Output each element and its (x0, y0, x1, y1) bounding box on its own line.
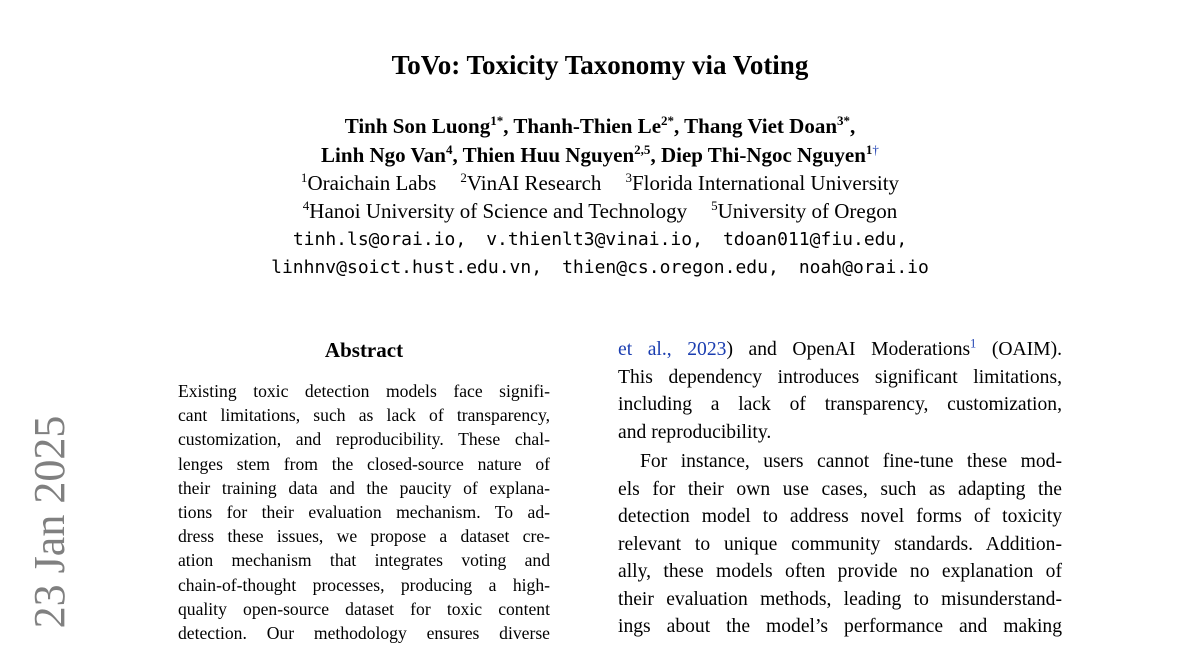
email-line-2 (0, 254, 1200, 282)
arxiv-date-stamp: 23 Jan 2025 (25, 415, 74, 629)
corresponding-author-mark: † (872, 142, 879, 158)
email-address: thien@cs.oregon.edu, (562, 257, 779, 278)
citation-link[interactable]: et al., 2023 (618, 339, 727, 360)
abstract-body (178, 379, 550, 645)
body-line: ings about the model’s performance and making (618, 616, 1062, 637)
affiliation-name: Oraichain Labs (307, 171, 437, 195)
abstract-line: detection. Our methodology ensures diverse (178, 623, 550, 644)
body-line: detection model to address novel forms of toxicity (618, 506, 1062, 527)
author-name: Linh Ngo Van (321, 143, 446, 167)
abstract-line: Existing toxic detection models face signifi- (178, 381, 550, 401)
author-name: Diep Thi-Ngoc Nguyen (660, 143, 866, 167)
abstract-line: chain-of-thought processes, producing a high- (178, 574, 550, 595)
email-address: tinh.ls@orai.io, (292, 229, 467, 250)
email-address: noah@orai.io (798, 257, 929, 278)
author-affiliation-mark: 2* (661, 113, 675, 129)
body-line: their evaluation methods, leading to misunderstand- (618, 588, 1062, 610)
body-text-fragment: ) and OpenAI Moderations (726, 339, 971, 360)
body-line (618, 336, 1062, 364)
footnote-mark[interactable]: 1 (970, 336, 977, 351)
affiliation-number: 1 (300, 170, 308, 186)
abstract-heading: Abstract (324, 338, 404, 362)
body-line: ally, these models often provide no explanation of (618, 561, 1062, 582)
abstract-line: ation mechanism that integrates voting and (178, 550, 550, 571)
author-affiliation-mark: 3* (837, 113, 851, 129)
author-name: Thien Huu Nguyen (462, 143, 635, 167)
affiliation-line-1 (0, 169, 1200, 197)
email-line-1 (0, 226, 1200, 254)
body-line: This dependency introduces significant limitations, (618, 366, 1062, 388)
author-affiliation-mark: 4 (445, 142, 453, 158)
body-text-fragment: (OAIM). (976, 339, 1063, 360)
affiliation-line-2 (0, 197, 1200, 225)
author-name: Thanh-Thien Le (513, 114, 662, 138)
email-address: tdoan011@fiu.edu, (722, 229, 908, 250)
author-affiliation-mark: 1* (490, 113, 504, 129)
author-name: Tinh Son Luong (344, 114, 491, 138)
email-address: v.thienlt3@vinai.io, (486, 229, 703, 250)
author-name: Thang Viet Doan (684, 114, 838, 138)
affiliation-name: Hanoi University of Science and Technology (309, 199, 688, 223)
body-text-column (618, 336, 1062, 641)
author-affiliation-mark: 2,5 (634, 142, 651, 158)
abstract-line: tions for their evaluation mechanism. To ad- (178, 502, 550, 523)
abstract-line: lenges stem from the closed-source nature of (178, 453, 550, 474)
abstract-line: their training data and the paucity of explana- (178, 477, 550, 498)
abstract-line: quality open-source dataset for toxic content (178, 598, 550, 619)
affiliation-number: 2 (460, 170, 467, 186)
abstract-line: dress these issues, we propose a dataset cre- (178, 526, 550, 547)
author-line-1: Tinh Son Luong$^{1*}$, Thanh-Thien $Le^{2*}$, Thang Viet Doan$^{3*}$, (344, 113, 856, 138)
abstract-line: customization, and reproducibility. These chal- (178, 429, 550, 450)
author-affiliation-mark: 1 (865, 142, 873, 158)
affiliation-name: VinAI Research (466, 171, 602, 195)
author-line-2: Linh Ngo Van$^4$, Thien Huu Nguyen$^{2,5}$, Diep Thi-Ngoc Nguyen$^{1\dagger}$ (321, 142, 879, 167)
affiliation-number: 4 (302, 198, 310, 214)
affiliation-number: 5 (711, 198, 718, 214)
abstract-line: cant limitations, such as lack of transparency, (178, 405, 550, 426)
paper-title: ToVo: Toxicity Taxonomy via Voting (391, 50, 809, 80)
affiliation-name: University of Oregon (717, 199, 898, 223)
body-line: relevant to unique community standards. Addition- (618, 533, 1062, 555)
email-address: linhnv@soict.hust.edu.vn, (271, 257, 543, 278)
body-line: and reproducibility. (618, 421, 772, 443)
body-line: including a lack of transparency, customization, (618, 394, 1062, 415)
body-text-fragment: For instance, users cannot fine-tune these mod- (640, 451, 1062, 472)
affiliation-number: 3 (625, 170, 632, 186)
body-line (618, 448, 1062, 476)
affiliation-name: Florida International University (631, 171, 900, 195)
body-line: els for their own use cases, such as adapting the (618, 478, 1062, 500)
